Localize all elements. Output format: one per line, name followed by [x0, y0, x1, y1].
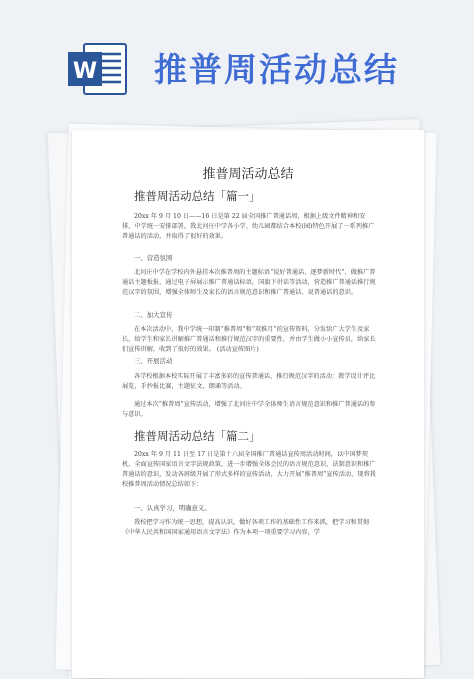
- watermark: [79, 250, 90, 266]
- subheading: 二、加大宣传: [134, 311, 173, 319]
- paragraph: 在本次活动中，我中学统一印制“推普周”和“双推月”的宣传资料，分发给广大学生及家长，给学生和家长讲解推广普通话和推行规范汉字的重要性，并由学生做小小宣传员，给家长们宣传讲解，收到了很好的效果。 (活动宣传图片): [122, 326, 376, 353]
- subheading: 一、营造氛围: [134, 254, 173, 262]
- subheading: 三、开展活动: [134, 357, 173, 365]
- svg-text:W: W: [72, 59, 98, 84]
- subheading: 一、认真学习，明确意义。: [134, 504, 211, 512]
- paragraph: 20xx 年 9 月 11 日至 17 日是第十六届全国推广普通话宣传周活动时间，以中国梦契机，全面宣传国家语言文字法规政策，进一步增强全体会民的语言规范意识，法制意识和推广普通话的意识，发动各班级开展了形式多样的宣传活动，大力开展“推普周”宣传活动，现将我校推普周活动情况总结如下：: [122, 451, 376, 488]
- paragraph: 我校把学习作为统一思想，提高认识，做好各项工作的基础性工作来抓，把学习和贯彻《中华人民共和国国家通用语言文字法》作为本项一项重要学习内容，学: [122, 519, 370, 536]
- word-document-icon: [66, 40, 128, 98]
- document-title: 推普周活动总结: [202, 167, 294, 182]
- section-heading-2: 推普周活动总结「篇二」: [134, 429, 261, 443]
- document-page: [72, 130, 424, 678]
- paragraph: 20xx 年 9 月 10 日——16 日是第 22 届全国推广普通话周，根据上级文件精神和安排，中学统一安排部署，我北河庄中学各小学、幼儿园都结合本校(园)特色开展了一系列推广普通话的活动，并取得了很好的效果。: [122, 213, 375, 240]
- paragraph: 各学校根据本校实际开展了丰富多彩的宣传普通话，推行规范汉字的活动：教学设计评比展览，手抄报比赛，主题征文、朗诵等活动。: [122, 373, 376, 390]
- page-title: 推普周活动总结: [154, 50, 399, 89]
- paragraph: 北河庄中学在学校内外悬挂本次推普周的主题标语“说好普通话，逐梦新时代”，做推广普通话主题板报，通过电子屏展示推广普通话标语，国旗下讲话等活动，营造推广普通话推行规范汉字的氛围，增强全体师生及家长的语言规范意识和推广普通话、说普通话的意识。: [122, 269, 376, 296]
- section-heading-1: 推普周活动总结「篇一」: [134, 189, 261, 203]
- paragraph: 通过本次“推普周”宣传活动，增强了北河庄中学全体师生语言规范意识和推广普通话的参与意识。: [122, 401, 376, 418]
